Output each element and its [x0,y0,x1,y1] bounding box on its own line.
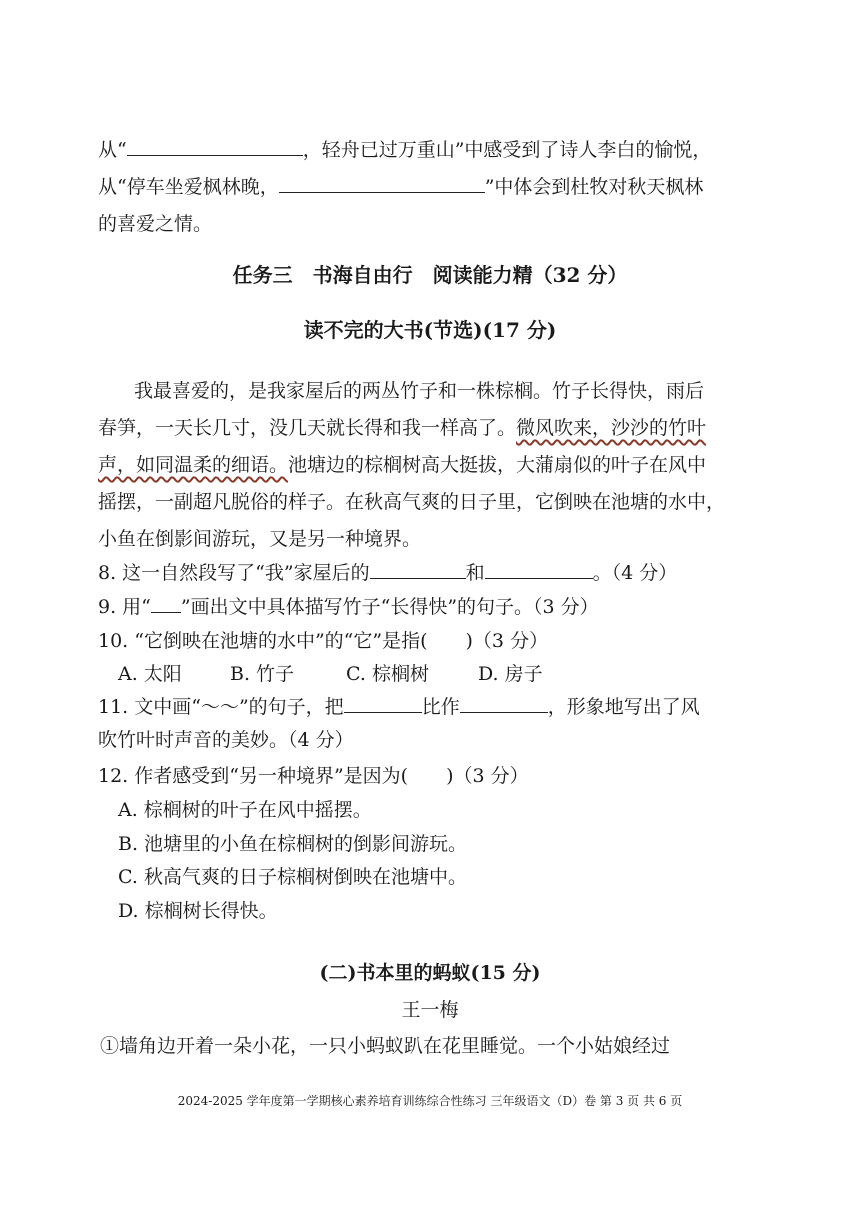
text: 11. 文中画“～～”的句子，把 [98,696,344,718]
passage-line: 小鱼在倒影间游玩，又是另一种境界。 [98,528,422,550]
text: 9. 用“ [98,596,151,618]
text: 从“停车坐爱枫林晚， [98,176,279,198]
passage-line: 我最喜爱的，是我家屋后的两丛竹子和一株棕榈。竹子长得快，雨后 [134,380,705,402]
option-d[interactable]: D. 棕榈树长得快。 [118,900,278,922]
text: 8. 这一自然段写了“我”家屋后的 [98,562,370,584]
poem-line-3: 的喜爱之情。 [98,213,213,235]
answer-blank[interactable] [485,560,593,579]
question-11 [98,694,700,720]
option-b[interactable]: B. 池塘里的小鱼在棕榈树的倒影间游玩。 [118,833,468,855]
option-c[interactable]: C. 棕榈树 [346,663,429,685]
text: 春笋，一天长几寸，没几天就长得和我一样高了。 [98,417,517,439]
passage-line: 摇摆，一副超凡脱俗的样子。在秋高气爽的日子里，它倒映在池塘的水中， [98,491,726,513]
poem-line-2 [98,174,703,200]
passage-line [98,452,706,478]
text: 池塘边的棕榈树高大挺拔，大蒲扇似的叶子在风中 [288,454,707,476]
option-b[interactable]: B. 竹子 [230,663,295,685]
question-11-cont: 吹竹叶时声音的美妙。（4 分） [98,729,354,751]
text: 比作 [421,696,460,718]
text: ”画出文中具体描写竹子“长得快”的句子。（3 分） [180,596,599,618]
poem-line-1 [98,137,711,163]
question-9 [98,594,599,620]
text: 从“ [98,139,127,161]
answer-blank[interactable] [370,560,466,579]
question-12: 12. 作者感受到“另一种境界”是因为( )（3 分） [98,765,529,787]
wavy-underlined-text: 声，如同温柔的细语。 [98,454,289,476]
option-d[interactable]: D. 房子 [478,663,543,685]
answer-blank[interactable] [127,137,303,156]
wavy-underlined-text: 微风吹来，沙沙的竹叶 [516,417,707,439]
answer-blank[interactable] [344,694,422,713]
underline-sample [151,594,181,613]
answer-blank[interactable] [460,694,548,713]
text: 和 [465,562,485,584]
passage-line [98,415,706,441]
page-footer: 2024-2025 学年度第一学期核心素养培育训练综合性练习 三年级语文（D）卷 第 3 页 共 6 页 [177,1094,683,1108]
option-a[interactable]: A. 棕榈树的叶子在风中摇摆。 [118,799,372,821]
text: 。（4 分） [592,562,678,584]
task-title: 任务三 书海自由行 阅读能力精（32 分） [232,263,628,287]
question-8 [98,560,677,586]
answer-blank[interactable] [279,174,485,193]
text: ”中体会到杜牧对秋天枫林 [484,176,704,198]
passage-2-title: (二)书本里的蚂蚁(15 分) [319,962,541,984]
text: ，形象地写出了风 [547,696,700,718]
option-c[interactable]: C. 秋高气爽的日子棕榈树倒映在池塘中。 [118,866,467,888]
author: 王一梅 [401,999,459,1021]
passage-line: ①墙角边开着一朵小花，一只小蚂蚁趴在花里睡觉。一个小姑娘经过 [100,1035,671,1057]
text: ，轻舟已过万重山”中感受到了诗人李白的愉悦， [302,139,712,161]
passage-title: 读不完的大书(节选)(17 分) [303,318,557,342]
option-a[interactable]: A. 太阳 [118,663,182,685]
question-10: 10. “它倒映在池塘的水中”的“它”是指( )（3 分） [98,630,549,652]
